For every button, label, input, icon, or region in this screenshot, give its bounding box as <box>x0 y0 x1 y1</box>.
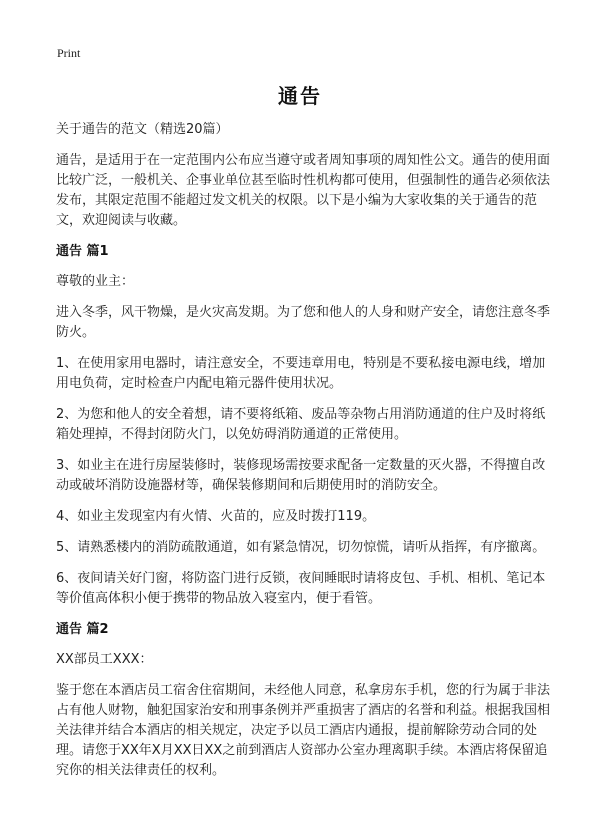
intro-paragraph: 通告，是适用于在一定范围内公布应当遵守或者周知事项的周知性公文。通告的使用面比较广泛，一般机关、企事业单位甚至临时性机构都可使用，但强制性的通告必须依法发布，其限定范围不能超过发文机关的权限。以下是小编为大家收集的关于通告的范文，欢迎阅读与收藏。 <box>56 153 551 228</box>
document-subtitle: 关于通告的范文（精选20篇） <box>56 122 229 137</box>
section-heading: 通告 篇1 <box>56 244 109 259</box>
body-paragraph: 进入冬季，风干物燥，是火灾高发期。为了您和他人的人身和财产安全，请您注意冬季防火。 <box>56 305 551 340</box>
list-item: 1、在使用家用电器时，请注意安全，不要违章用电，特别是不要私接电源电线，增加用电负荷，定时检查户内配电箱元器件使用状况。 <box>56 356 546 391</box>
document-body <box>56 120 552 792</box>
list-item: 6、夜间请关好门窗，将防盗门进行反锁，夜间睡眠时请将皮包、手机、相机、笔记本等价值高体积小便于携带的物品放入寝室内，便于看管。 <box>56 571 546 606</box>
body-paragraph: 鉴于您在本酒店员工宿舍住宿期间，未经他人同意，私拿房东手机，您的行为属于非法占有他人财物，触犯国家治安和刑事条例并严重损害了酒店的名誉和利益。根据我国相关法律并结合本酒店的相关规定，决定予以员工酒店内通报，提前解除劳动合同的处理。请您于XX年X月XX日XX之前到酒店人资部办公室办理离职手续。本酒店将保留追究你的相关法律责任的权利。 <box>56 683 551 778</box>
print-label: Print <box>57 46 81 60</box>
list-item: 4、如业主发现室内有火情、火苗的，应及时拨打119。 <box>56 509 376 524</box>
document-title: 通告 <box>278 84 322 108</box>
list-item: 2、为您和他人的安全着想，请不要将纸箱、废品等杂物占用消防通道的住户及时将纸箱处理掉，不得封闭防火门，以免妨碍消防通道的正常使用。 <box>56 407 546 442</box>
list-item: 3、如业主在进行房屋装修时，装修现场需按要求配备一定数量的灭火器，不得擅自改动或破坏消防设施器材等，确保装修期间和后期使用时的消防安全。 <box>56 458 546 493</box>
section-heading: 通告 篇2 <box>56 622 109 637</box>
list-item: 5、请熟悉楼内的消防疏散通道，如有紧急情况，切勿惊慌，请听从指挥，有序撤离。 <box>56 540 546 555</box>
salutation: XX部员工XXX： <box>56 652 153 667</box>
salutation: 尊敬的业主： <box>56 274 135 289</box>
